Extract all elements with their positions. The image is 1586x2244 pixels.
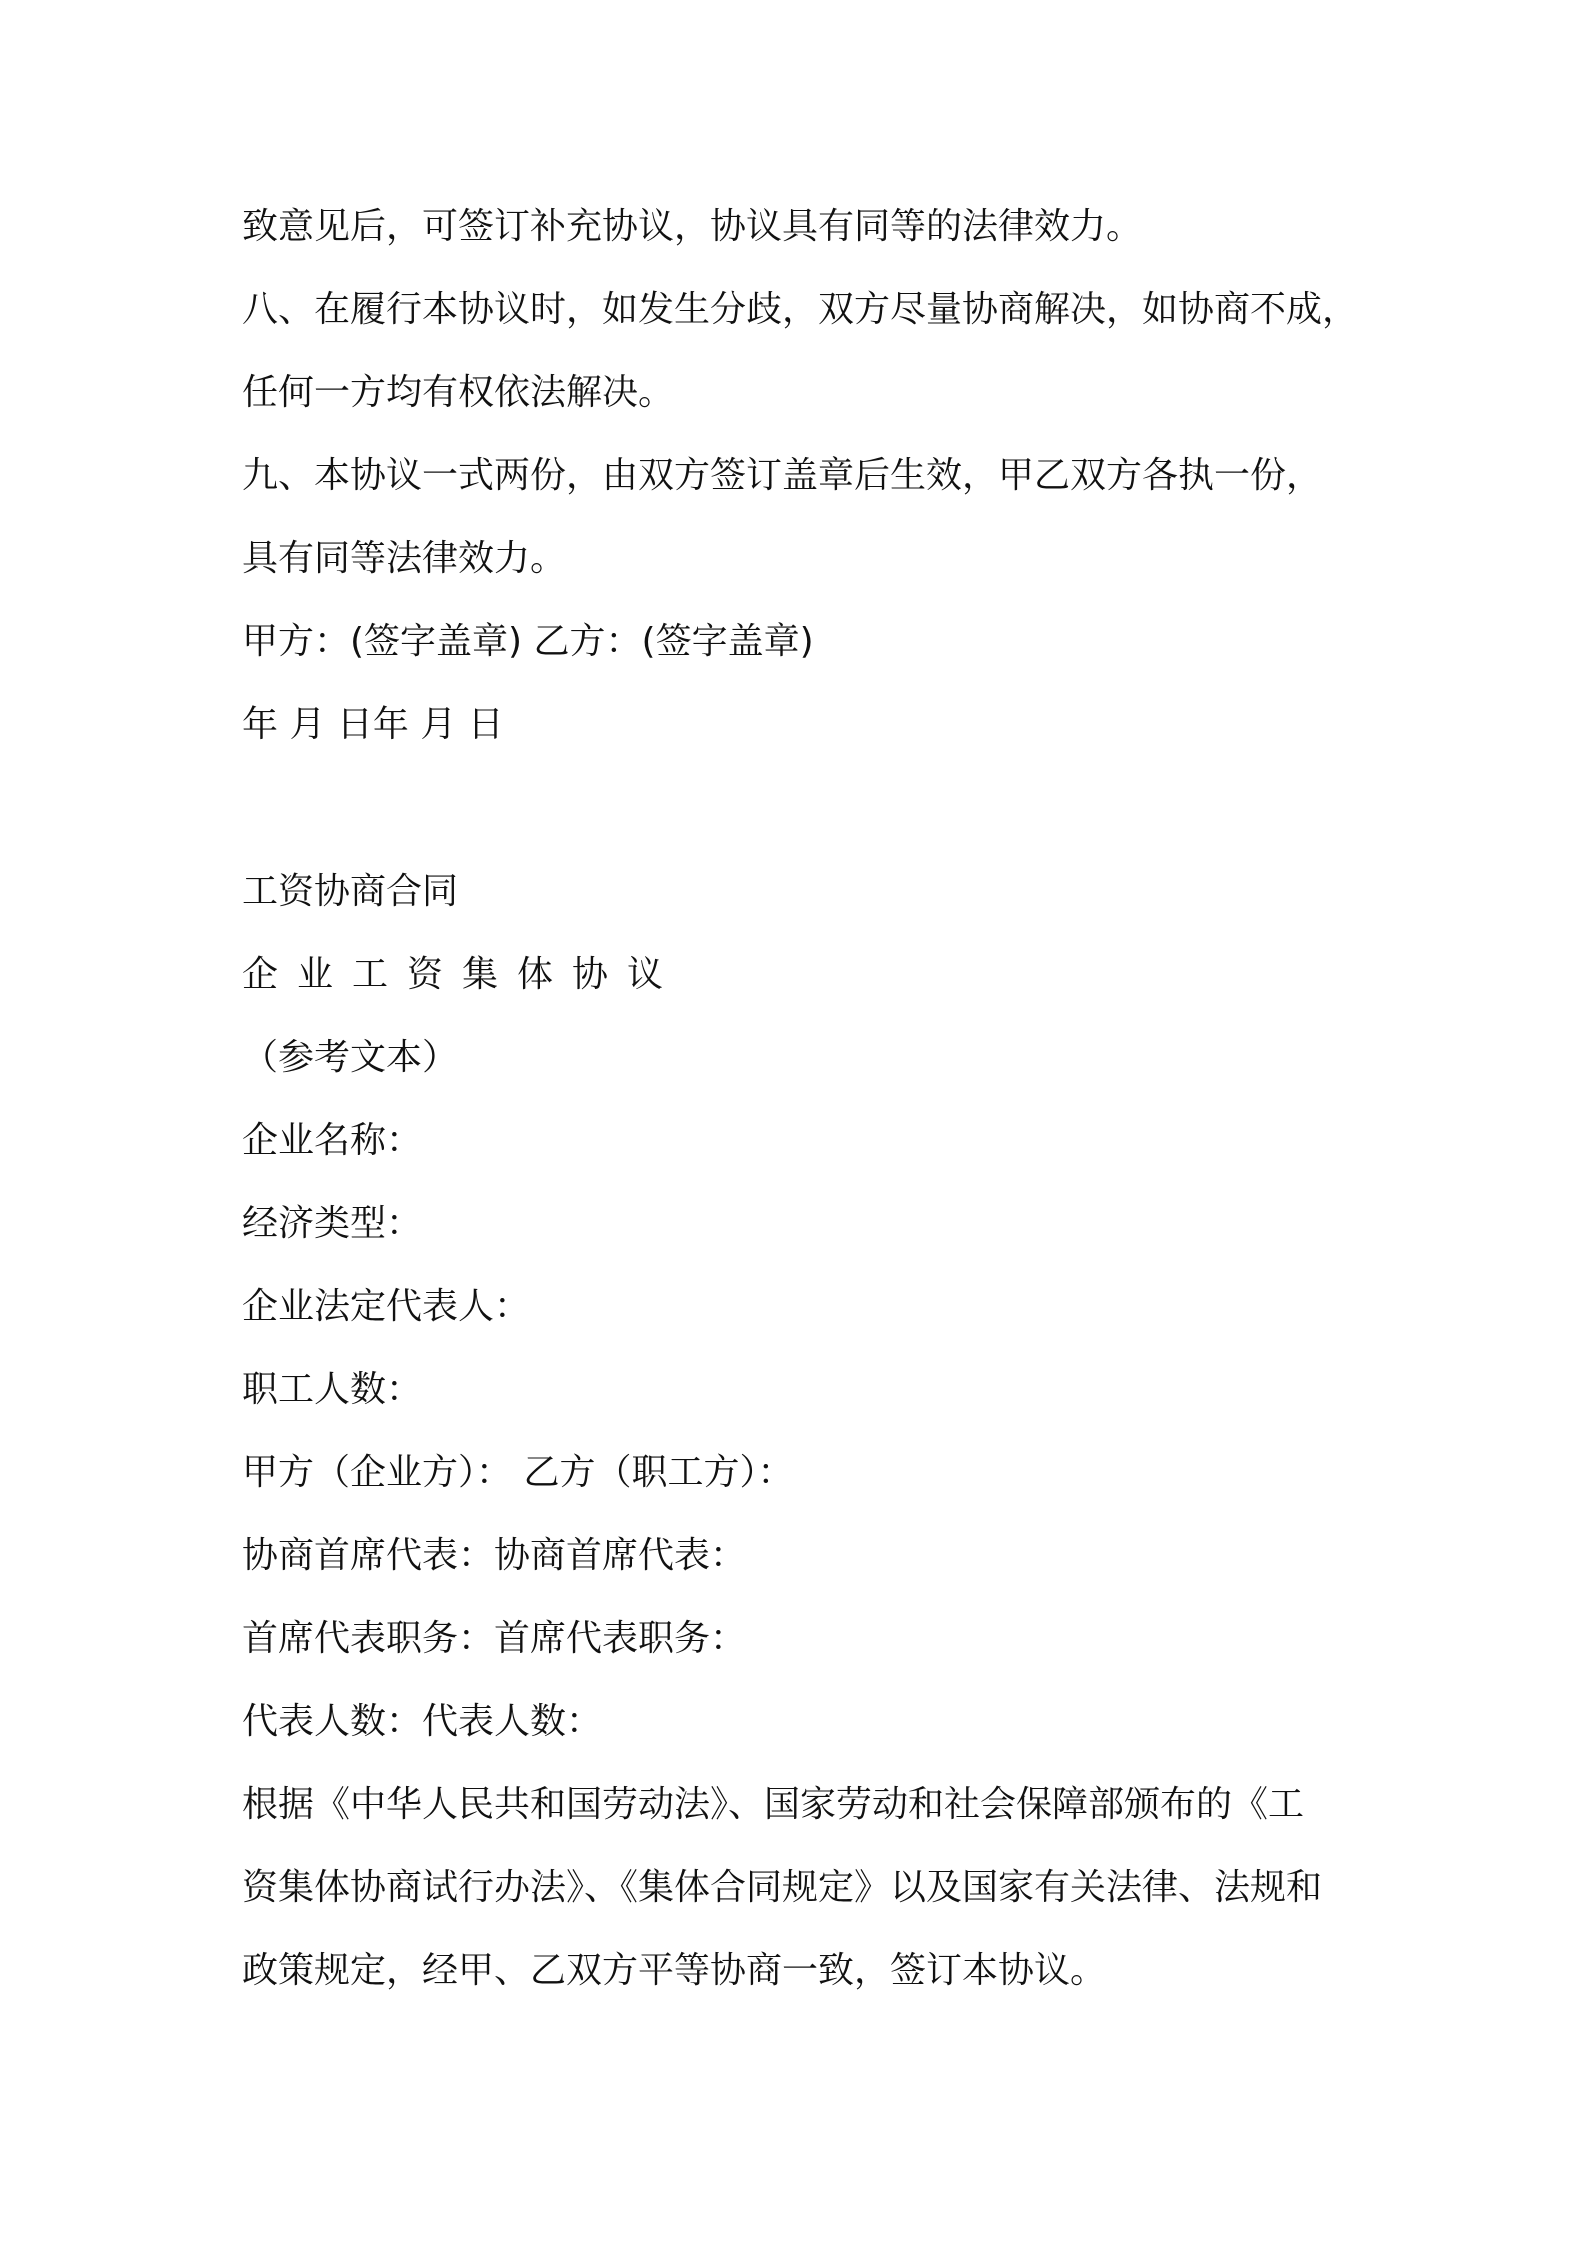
field-enterprise-name: 企业名称：: [242, 1120, 423, 1161]
clause-seven-continuation: 致意见后，可签订补充协议，协议具有同等的法律效力。: [242, 206, 1143, 247]
field-chief-representatives: 协商首席代表：协商首席代表：: [242, 1535, 747, 1576]
document-title: 工资协商合同: [242, 871, 459, 912]
field-legal-representative: 企业法定代表人：: [242, 1286, 531, 1327]
field-parties: 甲方（企业方）： 乙方（职工方）：: [242, 1452, 794, 1493]
preamble-line-1: 根据《中华人民共和国劳动法》、国家劳动和社会保障部颁布的《工: [242, 1784, 1305, 1825]
clause-eight-line-1: 八、在履行本协议时，如发生分歧，双方尽量协商解决，如协商不成，: [242, 289, 1359, 330]
field-chief-positions: 首席代表职务：首席代表职务：: [242, 1618, 747, 1659]
field-economic-type: 经济类型：: [242, 1203, 423, 1244]
field-representative-count: 代表人数：代表人数：: [242, 1701, 603, 1742]
preamble-line-3: 政策规定，经甲、乙双方平等协商一致，签订本协议。: [242, 1950, 1107, 1991]
clause-nine-line-1: 九、本协议一式两份，由双方签订盖章后生效，甲乙双方各执一份，: [242, 455, 1323, 496]
clause-eight-line-2: 任何一方均有权依法解决。: [242, 372, 675, 413]
signature-line: 甲方：(签字盖章) 乙方：(签字盖章): [242, 621, 814, 662]
field-employee-count: 职工人数：: [242, 1369, 423, 1410]
reference-note: （参考文本）: [242, 1037, 459, 1078]
document-subtitle: 企业工资集体协议: [242, 954, 683, 995]
date-line: 年 月 日年 月 日: [242, 704, 504, 745]
clause-nine-line-2: 具有同等法律效力。: [242, 538, 567, 579]
preamble-line-2: 资集体协商试行办法》、《集体合同规定》以及国家有关法律、法规和: [242, 1867, 1323, 1908]
